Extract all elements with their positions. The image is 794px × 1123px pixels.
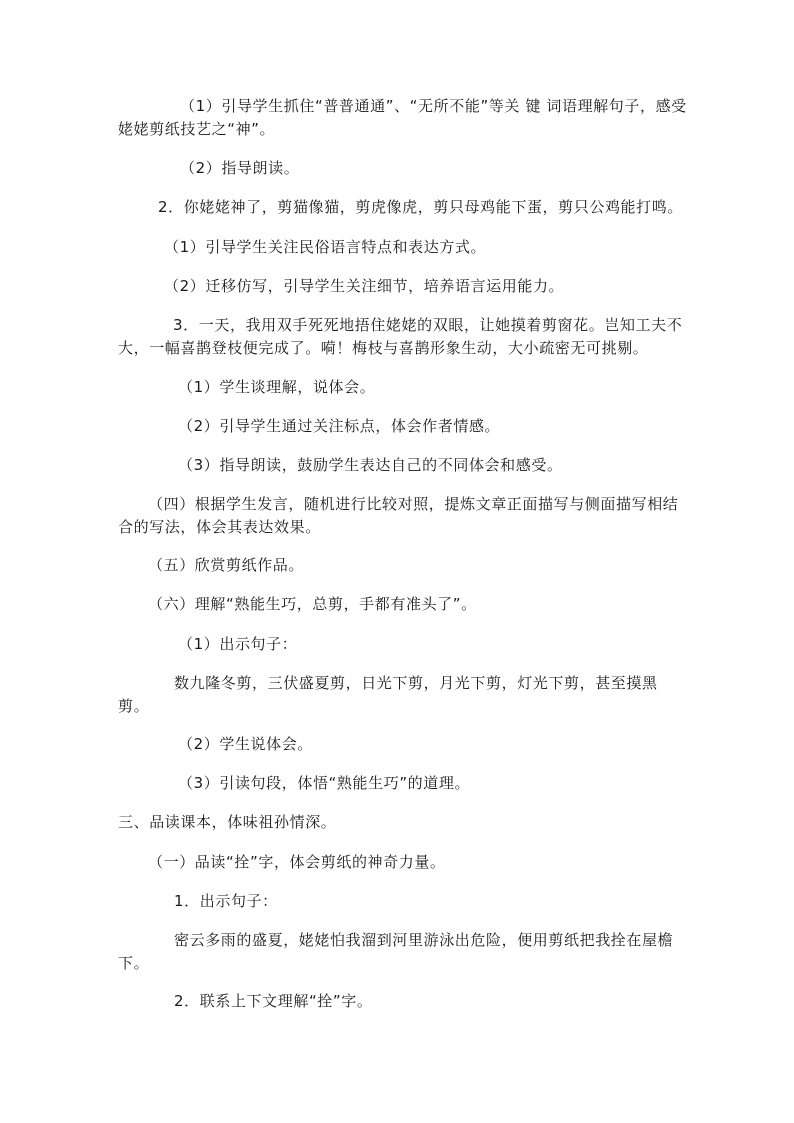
paragraph-11: （五）欣赏剪纸作品。 <box>148 556 305 574</box>
paragraph-5: （2）迁移仿写，引导学生关注细节，培养语言运用能力。 <box>164 277 565 295</box>
paragraph-8: （2）引导学生通过关注标点，体会作者情感。 <box>178 417 501 435</box>
paragraph-3: 2．你姥姥神了，剪猫像猫，剪虎像虎，剪只母鸡能下蛋，剪只公鸡能打鸣。 <box>158 198 683 216</box>
paragraph-14: 数九隆冬剪，三伏盛夏剪，日光下剪，月光下剪，灯光下剪，甚至摸黑剪。 <box>118 674 658 715</box>
paragraph-7: （1）学生谈理解，说体会。 <box>178 378 376 396</box>
paragraph-20: 密云多雨的盛夏，姥姥怕我溜到河里游泳出危险，便用剪纸把我拴在屋檐下。 <box>118 931 674 972</box>
paragraph-18: （一）品读“拴”字，体会剪纸的神奇力量。 <box>148 853 446 871</box>
paragraph-19: 1．出示句子： <box>174 892 278 910</box>
paragraph-15: （2）学生说体会。 <box>178 735 313 753</box>
paragraph-21: 2．联系上下文理解“拴”字。 <box>174 992 373 1010</box>
paragraph-4: （1）引导学生关注民俗语言特点和表达方式。 <box>164 238 487 256</box>
paragraph-12: （六）理解“熟能生巧，总剪，手都有准头了”。 <box>148 595 477 613</box>
paragraph-1: （1）引导学生抓住“普普通通”、“无所不能”等关 键 词语理解句子，感受姥姥剪纸技艺之“神”。 <box>118 97 687 138</box>
paragraph-16: （3）引读句段，体悟“熟能生巧”的道理。 <box>178 774 471 792</box>
section-heading-3: 三、品读课本，体味祖孙情深。 <box>118 813 337 831</box>
paragraph-2: （2）指导朗读。 <box>180 159 300 177</box>
paragraph-9: （3）指导朗读，鼓励学生表达自己的不同体会和感受。 <box>178 456 563 474</box>
paragraph-13: （1）出示句子： <box>178 635 298 653</box>
paragraph-6: 3．一天，我用双手死死地捂住姥姥的双眼，让她摸着剪窗花。岂知工夫不大，一幅喜鹊登枝便完成了。嗬！梅枝与喜鹊形象生动，大小疏密无可挑剔。 <box>118 316 683 357</box>
paragraph-10: （四）根据学生发言，随机进行比较对照，提炼文章正面描写与侧面描写相结合的写法，体会其表达效果。 <box>118 495 679 536</box>
